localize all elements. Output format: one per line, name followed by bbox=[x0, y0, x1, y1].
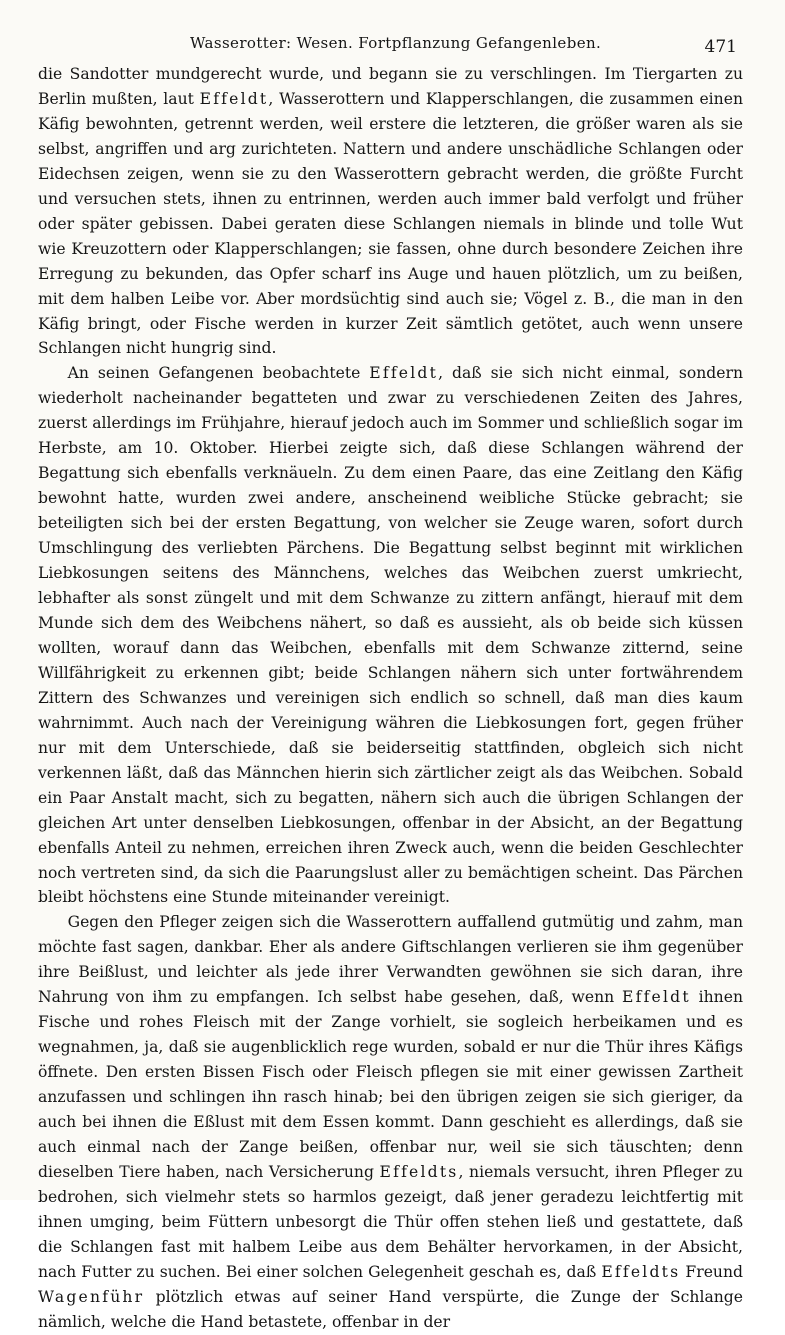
paragraph-1 bbox=[38, 62, 743, 361]
name-effeldt: Effeldt bbox=[622, 988, 691, 1007]
paragraph-3-text-4: Freund bbox=[680, 1262, 743, 1281]
paragraph-1-text-2: , Wasserottern und Klapperschlangen, die zusammen einen Käfig bewohnten, getrennt werden, weil erstere die letzteren, die größer waren als sie selbst, angriffen und arg zurichteten. Nattern und andere unschädliche Schlangen oder Eidechsen zeigen, wenn sie zu den Wasserottern gebracht werden, die größte Furcht und versuchen stets, ihnen zu entrinnen, werden auch immer bald verfolgt und früher oder später gebissen. Dabei geraten diese Schlangen niemals in blinde und tolle Wut wie Kreuzottern oder Klapperschlangen; sie fassen, ohne durch besondere Zeichen ihre Erregung zu bekunden, das Opfer scharf ins Auge und hauen plötzlich, um zu beißen, mit dem halben Leibe vor. Aber mordsüchtig sind auch sie; Vögel z. B., die man in den Käfig bringt, oder Fische werden in kurzer Zeit sämtlich getötet, auch wenn unsere Schlangen nicht hungrig sind. bbox=[38, 89, 743, 358]
paragraph-3-text-1: Gegen den Pfleger zeigen sich die Wasserottern auffallend gutmütig und zahm, man möchte fast sagen, dankbar. Eher als andere Giftschlangen verlieren sie ihm gegenüber ihre Beißlust, und leichter als jede ihrer Verwandten gewöhnen sie sich daran, ihre Nahrung von ihm zu empfangen. Ich selbst habe gesehen, daß, wenn bbox=[38, 913, 743, 1007]
paragraph-2 bbox=[38, 361, 743, 910]
running-head bbox=[40, 32, 745, 58]
name-effeldts: Effeldts bbox=[601, 1262, 681, 1281]
name-effeldts: Effeldts bbox=[379, 1162, 459, 1181]
name-wagenfuehr: Wagenführ bbox=[38, 1287, 145, 1306]
paragraph-2-text-2: , daß sie sich nicht einmal, sondern wiederholt nacheinander begatteten und zwar zu verschiedenen Zeiten des Jahres, zuerst allerdings im Frühjahre, hierauf jedoch auch im Sommer und schließlich sogar im Herbste, am 10. Oktober. Hierbei zeigte sich, daß diese Schlangen während der Begattung sich ebenfalls verknäueln. Zu dem einen Paare, das eine Zeitlang den Käfig bewohnt hatte, wurden zwei andere, anscheinend weibliche Stücke gebracht; sie beteiligten sich bei der ersten Begattung, von welcher sie Zeuge waren, sofort durch Umschlingung des verliebten Pärchens. Die Begattung selbst beginnt mit wirklichen Liebkosungen seitens des Männchens, welches das Weibchen zuerst umkriecht, lebhafter als sonst züngelt und mit dem Schwanze zu zittern anfängt, hierauf mit dem Munde sich dem des Weibchens nähert, so daß es aussieht, als ob beide sich küssen wollten, worauf dann das Weibchen, ebenfalls mit dem Schwanze zitternd, seine Willfährigkeit zu erkennen gibt; beide Schlangen nähern sich unter fortwährendem Zittern des Schwanzes und vereinigen sich endlich so schnell, daß man dies kaum wahrnimmt. Auch nach der Vereinigung währen die Liebkosungen fort, gegen früher nur mit dem Unterschiede, daß sie beiderseitig stattfinden, obgleich sich nicht verkennen läßt, daß das Männchen hierin sich zärtlicher zeigt als das Weibchen. Sobald ein Paar Anstalt macht, sich zu begatten, nähern sich auch die übrigen Schlangen der gleichen Art unter denselben Liebkosungen, offenbar in der Absicht, an der Begattung ebenfalls Anteil zu nehmen, erreichen ihren Zweck auch, wenn die beiden Geschlechter noch vertreten sind, da sich die Paarungslust aller zu bemächtigen scheint. Das Pärchen bleibt höchstens eine Stunde miteinander vereinigt. bbox=[38, 364, 743, 907]
paragraph-3-text-3: , niemals versucht, ihren Pfleger zu bedrohen, sich vielmehr stets so harmlos gezeigt, daß jener geradezu leichtfertig mit ihnen umging, beim Füttern unbesorgt die Thür offen stehen ließ und gestattete, daß die Schlangen fast mit halbem Leibe aus dem Behälter hervorkamen, in der Absicht, nach Futter zu suchen. Bei einer solchen Gelegenheit geschah es, daß bbox=[38, 1162, 743, 1281]
paragraph-1-text-1: die Sandotter mundgerecht wurde, und begann sie zu verschlingen. Im Tiergarten zu Berlin mußten, laut bbox=[38, 65, 743, 108]
paragraph-3-text-2: ihnen Fische und rohes Fleisch mit der Zange vorhielt, sie sogleich herbeikamen und es wegnahmen, ja, daß sie augenblicklich rege wurden, sobald er nur die Thür ihres Käfigs öffnete. Den ersten Bissen Fisch oder Fleisch pflegen sie mit einer gewissen Zartheit anzufassen und schlingen ihn rasch hinab; bei den übrigen zeigen sie sich gieriger, da auch bei ihnen die Eßlust mit dem Essen kommt. Dann geschieht es allerdings, daß sie auch einmal nach der Zange beißen, offenbar nur, weil sie sich täuschten; denn dieselben Tiere haben, nach Versicherung bbox=[38, 988, 743, 1181]
name-effeldt: Effeldt bbox=[369, 364, 439, 383]
name-effeldt: Effeldt bbox=[199, 89, 269, 108]
paragraph-3 bbox=[38, 910, 743, 1334]
body-text bbox=[38, 62, 743, 1335]
paragraph-3-text-5: plötzlich etwas auf seiner Hand verspürte, die Zunge der Schlange nämlich, welche die Hand betastete, offenbar in der bbox=[38, 1287, 743, 1331]
paragraph-2-text-1: An seinen Gefangenen beobachtete bbox=[67, 364, 370, 383]
page-number: 471 bbox=[704, 37, 737, 57]
running-title: Wasserotter: Wesen. Fortpflanzung Gefangenleben. bbox=[190, 34, 602, 52]
